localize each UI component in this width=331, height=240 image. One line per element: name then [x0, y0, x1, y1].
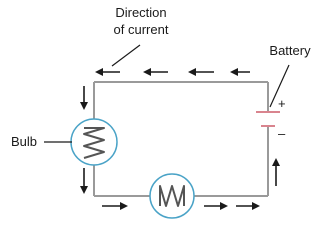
bulb-left — [71, 119, 117, 165]
battery-label: Battery — [269, 43, 311, 58]
bulb-label: Bulb — [10, 134, 38, 149]
direction-label-line1: Direction — [115, 5, 167, 20]
battery-symbol — [256, 112, 280, 126]
direction-label-line2: of current — [113, 22, 169, 37]
direction-pointer-line — [112, 45, 140, 66]
battery-plus-sign: + — [278, 96, 286, 111]
battery-minus-sign: – — [278, 126, 286, 141]
bulb-bottom-ring — [150, 174, 194, 218]
bulb-bottom — [150, 174, 194, 218]
